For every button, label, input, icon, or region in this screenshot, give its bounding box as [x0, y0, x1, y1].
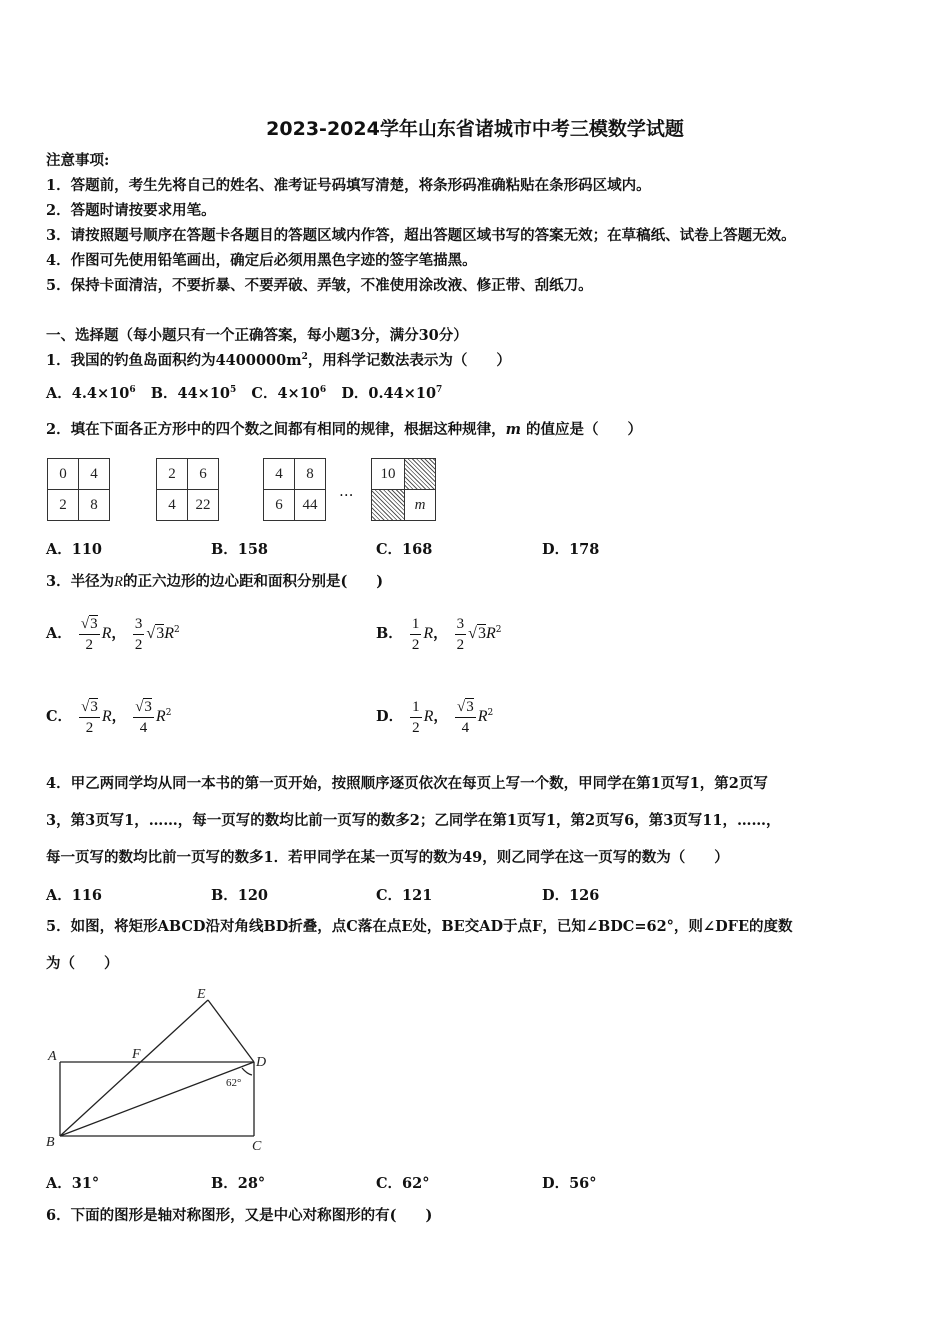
- question-3-stem: 3．半径为R的正六边形的边心距和面积分别是( ): [46, 573, 384, 590]
- question-4-line: 3，第3页写1，……，每一页写的数均比前一页写的数多2；乙同学在第1页写1，第2页写6，第3页写11，……，: [46, 812, 781, 829]
- option-b[interactable]: B．120: [211, 887, 269, 904]
- hatched-cell: [405, 459, 435, 490]
- option-d[interactable]: D．$0.44\times 10^7$: [341, 385, 443, 402]
- option-c[interactable]: C．$4\times 10^6$: [251, 385, 327, 402]
- label-b: B: [46, 1135, 55, 1150]
- cell: 44: [302, 497, 318, 513]
- notice-item: 4．作图可先使用铅笔画出，确定后必须用黑色字迹的签字笔描黑。: [46, 252, 477, 269]
- notice-item: 3．请按照题号顺序在答题卡各题目的答题区域内作答，超出答题区域书写的答案无效；在草稿纸、试卷上答题无效。: [46, 227, 796, 244]
- option-d[interactable]: D．56°: [542, 1175, 597, 1192]
- question-5-line: 5．如图，将矩形ABCD沿对角线BD折叠，点C落在点E处，BE交AD于点F，已知∠BDC=62°，则∠DFE的度数: [46, 918, 793, 935]
- option-a[interactable]: A．116: [46, 887, 103, 904]
- option-c[interactable]: C．62°: [376, 1175, 430, 1192]
- option-b[interactable]: B．28°: [211, 1175, 266, 1192]
- option-d[interactable]: D．126: [542, 887, 600, 904]
- label-f: F: [132, 1047, 141, 1062]
- option-c[interactable]: C．168: [376, 541, 433, 558]
- cell: 0: [48, 459, 79, 490]
- notice-item: 2．答题时请按要求用笔。: [46, 202, 216, 219]
- option-a[interactable]: A．$4.4\times 10^6$: [46, 385, 136, 402]
- notice-item: 5．保持卡面清洁，不要折暴、不要弄破、弄皱，不准使用涂改液、修正带、刮纸刀。: [46, 277, 593, 294]
- option-b[interactable]: B．158: [211, 541, 269, 558]
- angle-arc: [242, 1068, 252, 1075]
- cell: 2: [48, 490, 79, 520]
- notice-heading: 注意事项:: [46, 152, 110, 169]
- label-d: D: [256, 1055, 267, 1070]
- label-c: C: [252, 1139, 262, 1154]
- option-a[interactable]: A． $\frac{√3}{2}$ R， $\frac{3}{2}$ $√3R^2$: [46, 615, 180, 653]
- number-square-3: [263, 458, 326, 521]
- segment-ed: [208, 1000, 254, 1062]
- cell: 4: [264, 459, 295, 490]
- option-d[interactable]: D．178: [542, 541, 600, 558]
- segment-bd: [60, 1062, 254, 1136]
- cell: 6: [264, 490, 295, 520]
- option-d[interactable]: D． $\frac{1}{2}$ R， $\frac{√3}{4}$ $R^2$: [376, 698, 494, 736]
- label-e: E: [197, 987, 206, 1002]
- cell: 6: [188, 459, 218, 490]
- option-a[interactable]: A．31°: [46, 1175, 100, 1192]
- segment-be: [60, 1000, 208, 1136]
- question-5-line: 为（ ）: [46, 955, 119, 972]
- question-4-line: 4．甲乙两同学均从同一本书的第一页开始，按照顺序逐页依次在每页上写一个数，甲同学在第1页写1，第2页写: [46, 775, 768, 792]
- question-1-stem: 1．我国的钓鱼岛面积约为$4400000m^2$，用科学记数法表示为（ ）: [46, 352, 511, 369]
- question-2-stem: 2．填在下面各正方形中的四个数之间都有相同的规律，根据这种规律，m 的值应是（ ）: [46, 421, 642, 438]
- cell: m: [414, 497, 426, 513]
- number-square-4: [371, 458, 436, 521]
- rectangle-fold-figure: [40, 982, 280, 1154]
- option-c[interactable]: C． $\frac{√3}{2}$ R， $\frac{√3}{4}$ $R^2$: [46, 698, 172, 736]
- number-square-1: [47, 458, 110, 521]
- question-4-line: 每一页写的数均比前一页写的数多1．若甲同学在某一页写的数为49，则乙同学在这一页写的数为（ ）: [46, 849, 729, 866]
- cell: 10: [372, 459, 405, 490]
- option-b[interactable]: B． $\frac{1}{2}$ R， $\frac{3}{2}$ $√3R^2$: [376, 615, 502, 653]
- option-a[interactable]: A．110: [46, 541, 103, 558]
- question-6-stem: 6．下面的图形是轴对称图形，又是中心对称图形的有( ): [46, 1207, 433, 1224]
- number-square-2: [156, 458, 219, 521]
- cell: 22: [195, 497, 211, 513]
- cell: 8: [90, 497, 98, 513]
- option-c[interactable]: C．121: [376, 887, 433, 904]
- cell: 4: [79, 459, 109, 490]
- angle-label: 62°: [226, 1077, 242, 1089]
- section-heading: 一、选择题（每小题只有一个正确答案，每小题3分，满分30分）: [46, 327, 468, 344]
- page-title: 2023-2024学年山东省诸城市中考三模数学试题: [266, 118, 684, 140]
- option-b[interactable]: B．$44\times 10^5$: [150, 385, 237, 402]
- label-a: A: [48, 1049, 57, 1064]
- notice-item: 1．答题前，考生先将自己的姓名、准考证号码填写清楚，将条形码准确粘贴在条形码区域内。: [46, 177, 651, 194]
- ellipsis: …: [339, 484, 354, 500]
- question-1-options: [46, 385, 442, 403]
- cell: 2: [157, 459, 188, 490]
- cell: 8: [295, 459, 325, 490]
- cell: 4: [157, 490, 188, 520]
- hatched-cell: [372, 490, 405, 520]
